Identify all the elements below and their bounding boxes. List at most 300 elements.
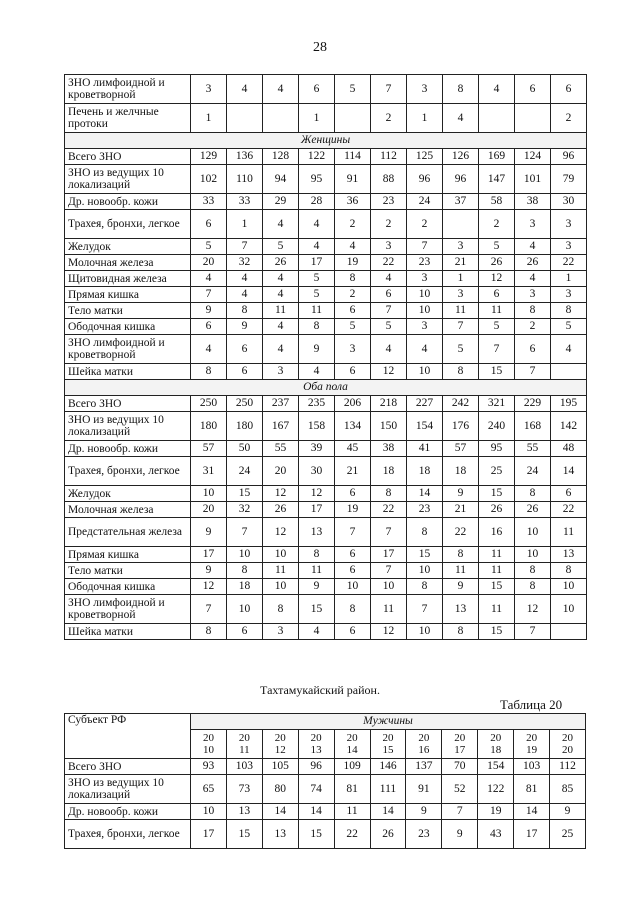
table-row: [65, 239, 587, 255]
year-part: 10: [202, 744, 214, 756]
row-label: Прямая кишка: [65, 547, 191, 563]
cell-value: 1: [551, 271, 587, 287]
cell-value: 150: [371, 412, 407, 441]
cell-value: 4: [299, 210, 335, 239]
cell-value: 3: [551, 210, 587, 239]
cell-value: 3: [443, 239, 479, 255]
cell-value: 5: [299, 271, 335, 287]
cell-value: 14: [514, 804, 550, 820]
cell-value: 7: [479, 335, 515, 364]
section-header: Мужчины: [191, 714, 586, 730]
cell-value: 4: [263, 210, 299, 239]
cell-value: 11: [479, 595, 515, 624]
cell-value: 321: [479, 396, 515, 412]
cell-value: 9: [227, 319, 263, 335]
cell-value: 10: [371, 579, 407, 595]
cell-value: 218: [371, 396, 407, 412]
year-part: 15: [382, 744, 394, 756]
cell-value: 22: [551, 255, 587, 271]
cell-value: 12: [371, 624, 407, 640]
cell-value: 111: [370, 775, 406, 804]
cell-value: 122: [299, 149, 335, 165]
cell-value: 10: [335, 579, 371, 595]
year-part: 20: [562, 732, 574, 744]
row-label: ЗНО лимфоидной и кроветворной: [65, 595, 191, 624]
year-header: [191, 730, 227, 759]
cell-value: [551, 624, 587, 640]
cell-value: 240: [479, 412, 515, 441]
cell-value: 11: [479, 303, 515, 319]
table-row: [65, 595, 587, 624]
cell-value: 103: [226, 759, 262, 775]
table-row: [65, 775, 586, 804]
cell-value: 134: [335, 412, 371, 441]
year-header: [334, 730, 370, 759]
cell-value: 43: [478, 820, 514, 849]
row-label: Трахея, бронхи, легкое: [65, 457, 191, 486]
cell-value: 4: [299, 239, 335, 255]
cell-value: 102: [191, 165, 227, 194]
year-part: 18: [490, 744, 502, 756]
cell-value: 26: [370, 820, 406, 849]
cell-value: 4: [515, 239, 551, 255]
cell-value: 6: [227, 335, 263, 364]
cell-value: 8: [515, 563, 551, 579]
cell-value: 21: [443, 255, 479, 271]
cell-value: 14: [262, 804, 298, 820]
year-header: [514, 730, 550, 759]
cell-value: 73: [226, 775, 262, 804]
cell-value: 1: [407, 104, 443, 133]
table-row: [65, 271, 587, 287]
cell-value: 26: [479, 502, 515, 518]
cell-value: 6: [551, 75, 587, 104]
table-row: [65, 759, 586, 775]
cell-value: 2: [371, 210, 407, 239]
cell-value: 10: [263, 547, 299, 563]
cell-value: 22: [371, 502, 407, 518]
year-part: 17: [454, 744, 466, 756]
cell-value: 5: [191, 239, 227, 255]
cell-value: 101: [515, 165, 551, 194]
cell-value: 180: [227, 412, 263, 441]
cell-value: 5: [263, 239, 299, 255]
cell-value: 8: [335, 595, 371, 624]
cell-value: 11: [263, 563, 299, 579]
cell-value: 7: [227, 239, 263, 255]
cell-value: 14: [551, 457, 587, 486]
cell-value: 19: [478, 804, 514, 820]
cell-value: 1: [227, 210, 263, 239]
cell-value: 30: [551, 194, 587, 210]
cell-value: 7: [371, 518, 407, 547]
cell-value: 4: [191, 335, 227, 364]
cell-value: 13: [299, 518, 335, 547]
cell-value: 95: [479, 441, 515, 457]
table-row: [65, 335, 587, 364]
cell-value: 28: [299, 194, 335, 210]
takhtamukay-table: [64, 713, 586, 849]
cell-value: 31: [191, 457, 227, 486]
cell-value: 4: [407, 335, 443, 364]
cell-value: 8: [191, 624, 227, 640]
cell-value: 19: [335, 255, 371, 271]
cell-value: 14: [370, 804, 406, 820]
cell-value: 57: [443, 441, 479, 457]
section-label: Оба пола: [65, 380, 587, 396]
cell-value: 29: [263, 194, 299, 210]
row-label: Шейка матки: [65, 624, 191, 640]
cell-value: 9: [550, 804, 586, 820]
cell-value: 110: [227, 165, 263, 194]
cell-value: 7: [407, 595, 443, 624]
table-header-row: [65, 714, 586, 730]
cell-value: 4: [227, 271, 263, 287]
table-row: [65, 319, 587, 335]
cell-value: 7: [371, 563, 407, 579]
cell-value: 136: [227, 149, 263, 165]
cell-value: 18: [371, 457, 407, 486]
cell-value: 12: [299, 486, 335, 502]
row-label: Желудок: [65, 486, 191, 502]
table-row: [65, 547, 587, 563]
cell-value: 8: [551, 563, 587, 579]
cell-value: 2: [479, 210, 515, 239]
cell-value: 103: [514, 759, 550, 775]
cell-value: 11: [371, 595, 407, 624]
row-label: Др. новообр. кожи: [65, 804, 191, 820]
row-label: Щитовидная железа: [65, 271, 191, 287]
table-row: [65, 194, 587, 210]
cell-value: [515, 104, 551, 133]
cell-value: 6: [335, 563, 371, 579]
cell-value: 5: [299, 287, 335, 303]
cell-value: 9: [443, 486, 479, 502]
table-row: [65, 624, 587, 640]
cell-value: 242: [443, 396, 479, 412]
cell-value: 70: [442, 759, 478, 775]
cell-value: 6: [371, 287, 407, 303]
cell-value: 122: [478, 775, 514, 804]
cell-value: 15: [407, 547, 443, 563]
cell-value: 95: [299, 165, 335, 194]
cell-value: 5: [335, 75, 371, 104]
cell-value: 4: [263, 319, 299, 335]
cell-value: 158: [299, 412, 335, 441]
cell-value: 88: [371, 165, 407, 194]
table-row: [65, 457, 587, 486]
cell-value: 17: [191, 547, 227, 563]
cell-value: 10: [227, 547, 263, 563]
cell-value: 154: [478, 759, 514, 775]
cell-value: 20: [263, 457, 299, 486]
cell-value: 15: [299, 595, 335, 624]
cell-value: 10: [191, 486, 227, 502]
cell-value: 38: [515, 194, 551, 210]
row-label: Всего ЗНО: [65, 149, 191, 165]
cell-value: 14: [407, 486, 443, 502]
row-label: ЗНО из ведущих 10 локализаций: [65, 165, 191, 194]
cell-value: 8: [515, 579, 551, 595]
cell-value: 169: [479, 149, 515, 165]
table-row: [65, 364, 587, 380]
cell-value: 227: [407, 396, 443, 412]
cell-value: 14: [298, 804, 334, 820]
row-label: Прямая кишка: [65, 287, 191, 303]
cell-value: 21: [335, 457, 371, 486]
year-part: 20: [490, 732, 502, 744]
table-row: [65, 255, 587, 271]
cell-value: 8: [191, 364, 227, 380]
cell-value: 1: [191, 104, 227, 133]
year-part: 13: [310, 744, 322, 756]
cell-value: 11: [443, 303, 479, 319]
row-label: Ободочная кишка: [65, 579, 191, 595]
cell-value: 8: [227, 563, 263, 579]
cell-value: 3: [263, 624, 299, 640]
year-part: 16: [418, 744, 430, 756]
cell-value: 5: [371, 319, 407, 335]
cell-value: 11: [299, 563, 335, 579]
cell-value: 6: [227, 364, 263, 380]
cell-value: 12: [263, 518, 299, 547]
cell-value: 15: [479, 486, 515, 502]
cell-value: 24: [515, 457, 551, 486]
cell-value: [335, 104, 371, 133]
cell-value: 23: [406, 820, 442, 849]
cell-value: 96: [298, 759, 334, 775]
cell-value: 9: [191, 563, 227, 579]
year-part: 20: [418, 732, 430, 744]
cell-value: 6: [335, 364, 371, 380]
cell-value: 9: [299, 579, 335, 595]
cell-value: 4: [371, 335, 407, 364]
cell-value: 17: [299, 502, 335, 518]
table-number: Таблица 20: [500, 697, 563, 712]
table-row: [65, 502, 587, 518]
cell-value: 8: [335, 271, 371, 287]
row-label: Молочная железа: [65, 502, 191, 518]
year-part: 20: [526, 732, 538, 744]
cell-value: 50: [227, 441, 263, 457]
cell-value: 11: [299, 303, 335, 319]
table-row: [65, 518, 587, 547]
cell-value: 7: [442, 804, 478, 820]
year-header: [550, 730, 586, 759]
row-label: Трахея, бронхи, легкое: [65, 210, 191, 239]
cell-value: 6: [335, 624, 371, 640]
cell-value: 8: [551, 303, 587, 319]
cell-value: 10: [191, 804, 227, 820]
cell-value: 10: [407, 287, 443, 303]
cell-value: 4: [299, 624, 335, 640]
cell-value: 8: [263, 595, 299, 624]
cell-value: 79: [551, 165, 587, 194]
cell-value: 91: [406, 775, 442, 804]
cell-value: 17: [299, 255, 335, 271]
table-row: [65, 104, 587, 133]
cell-value: 126: [443, 149, 479, 165]
cell-value: 4: [263, 271, 299, 287]
row-label: ЗНО лимфоидной и кроветворной: [65, 75, 191, 104]
row-label: Ободочная кишка: [65, 319, 191, 335]
cell-value: 25: [479, 457, 515, 486]
year-part: 19: [526, 744, 538, 756]
cell-value: 93: [191, 759, 227, 775]
cell-value: 81: [334, 775, 370, 804]
cell-value: 21: [443, 502, 479, 518]
cell-value: 6: [515, 75, 551, 104]
cell-value: 48: [551, 441, 587, 457]
cell-value: 13: [443, 595, 479, 624]
row-label: ЗНО лимфоидной и кроветворной: [65, 335, 191, 364]
cell-value: 17: [191, 820, 227, 849]
cell-value: 26: [515, 255, 551, 271]
cell-value: 22: [334, 820, 370, 849]
cell-value: 15: [226, 820, 262, 849]
cell-value: 6: [335, 486, 371, 502]
cell-value: 112: [371, 149, 407, 165]
row-label: ЗНО из ведущих 10 локализаций: [65, 775, 191, 804]
year-part: 12: [274, 744, 286, 756]
cell-value: 25: [550, 820, 586, 849]
cell-value: 8: [299, 547, 335, 563]
cell-value: 7: [335, 518, 371, 547]
year-header: [478, 730, 514, 759]
cell-value: 11: [479, 563, 515, 579]
cell-value: 55: [515, 441, 551, 457]
cell-value: 8: [299, 319, 335, 335]
cell-value: 17: [371, 547, 407, 563]
section-label: Женщины: [65, 133, 587, 149]
cell-value: 167: [263, 412, 299, 441]
year-part: 11: [239, 744, 250, 756]
cell-value: 237: [263, 396, 299, 412]
cell-value: 15: [227, 486, 263, 502]
cell-value: 4: [335, 239, 371, 255]
cell-value: 6: [335, 547, 371, 563]
row-label: Молочная железа: [65, 255, 191, 271]
cell-value: 6: [335, 303, 371, 319]
cell-value: 7: [227, 518, 263, 547]
table-row: [65, 804, 586, 820]
table-row: [65, 579, 587, 595]
cell-value: 12: [191, 579, 227, 595]
cell-value: 33: [227, 194, 263, 210]
cell-value: 5: [551, 319, 587, 335]
cell-value: 37: [443, 194, 479, 210]
cell-value: 229: [515, 396, 551, 412]
cell-value: 20: [191, 255, 227, 271]
cell-value: 114: [335, 149, 371, 165]
cell-value: 3: [443, 287, 479, 303]
cell-value: 3: [551, 239, 587, 255]
cell-value: 3: [191, 75, 227, 104]
cell-value: 7: [191, 595, 227, 624]
cell-value: 11: [263, 303, 299, 319]
cell-value: 105: [262, 759, 298, 775]
cell-value: 195: [551, 396, 587, 412]
cell-value: 15: [479, 624, 515, 640]
cell-value: 10: [407, 303, 443, 319]
cell-value: 3: [407, 75, 443, 104]
cell-value: 12: [479, 271, 515, 287]
cell-value: 26: [263, 255, 299, 271]
cell-value: 23: [371, 194, 407, 210]
year-header: [298, 730, 334, 759]
cell-value: 10: [263, 579, 299, 595]
cell-value: 146: [370, 759, 406, 775]
table-row: [65, 563, 587, 579]
row-label: Желудок: [65, 239, 191, 255]
cell-value: 168: [515, 412, 551, 441]
cell-value: 4: [371, 271, 407, 287]
year-part: 20: [382, 732, 394, 744]
cell-value: 2: [515, 319, 551, 335]
cell-value: [227, 104, 263, 133]
cell-value: [551, 364, 587, 380]
table-row: [65, 287, 587, 303]
cell-value: 3: [263, 364, 299, 380]
row-label: Всего ЗНО: [65, 396, 191, 412]
cell-value: 11: [443, 563, 479, 579]
cell-value: 38: [371, 441, 407, 457]
cell-value: 15: [298, 820, 334, 849]
cell-value: 4: [227, 287, 263, 303]
cell-value: 10: [407, 364, 443, 380]
year-part: 20: [310, 732, 322, 744]
cell-value: 3: [335, 335, 371, 364]
cell-value: 24: [407, 194, 443, 210]
cell-value: 81: [514, 775, 550, 804]
cell-value: 20: [191, 502, 227, 518]
cell-value: 7: [371, 303, 407, 319]
cell-value: 10: [515, 547, 551, 563]
cell-value: 3: [371, 239, 407, 255]
row-label: ЗНО из ведущих 10 локализаций: [65, 412, 191, 441]
cell-value: 8: [407, 518, 443, 547]
table-row: [65, 820, 586, 849]
cell-value: 10: [407, 563, 443, 579]
cell-value: 39: [299, 441, 335, 457]
cell-value: 5: [443, 335, 479, 364]
cell-value: 3: [407, 271, 443, 287]
cell-value: 142: [551, 412, 587, 441]
table-row: [65, 412, 587, 441]
table-row: [65, 441, 587, 457]
year-part: 14: [346, 744, 358, 756]
cell-value: 124: [515, 149, 551, 165]
cell-value: 112: [550, 759, 586, 775]
year-header: [226, 730, 262, 759]
cell-value: 18: [407, 457, 443, 486]
cell-value: 8: [443, 624, 479, 640]
cell-value: 10: [551, 595, 587, 624]
cell-value: 5: [479, 239, 515, 255]
cell-value: 11: [551, 518, 587, 547]
cell-value: 18: [227, 579, 263, 595]
row-label: Шейка матки: [65, 364, 191, 380]
cell-value: 7: [443, 319, 479, 335]
row-label: Печень и желчные протоки: [65, 104, 191, 133]
cell-value: 7: [515, 624, 551, 640]
cell-value: 2: [371, 104, 407, 133]
section-row: [65, 380, 587, 396]
row-label: Всего ЗНО: [65, 759, 191, 775]
cell-value: 12: [263, 486, 299, 502]
cell-value: 22: [443, 518, 479, 547]
cell-value: 13: [262, 820, 298, 849]
